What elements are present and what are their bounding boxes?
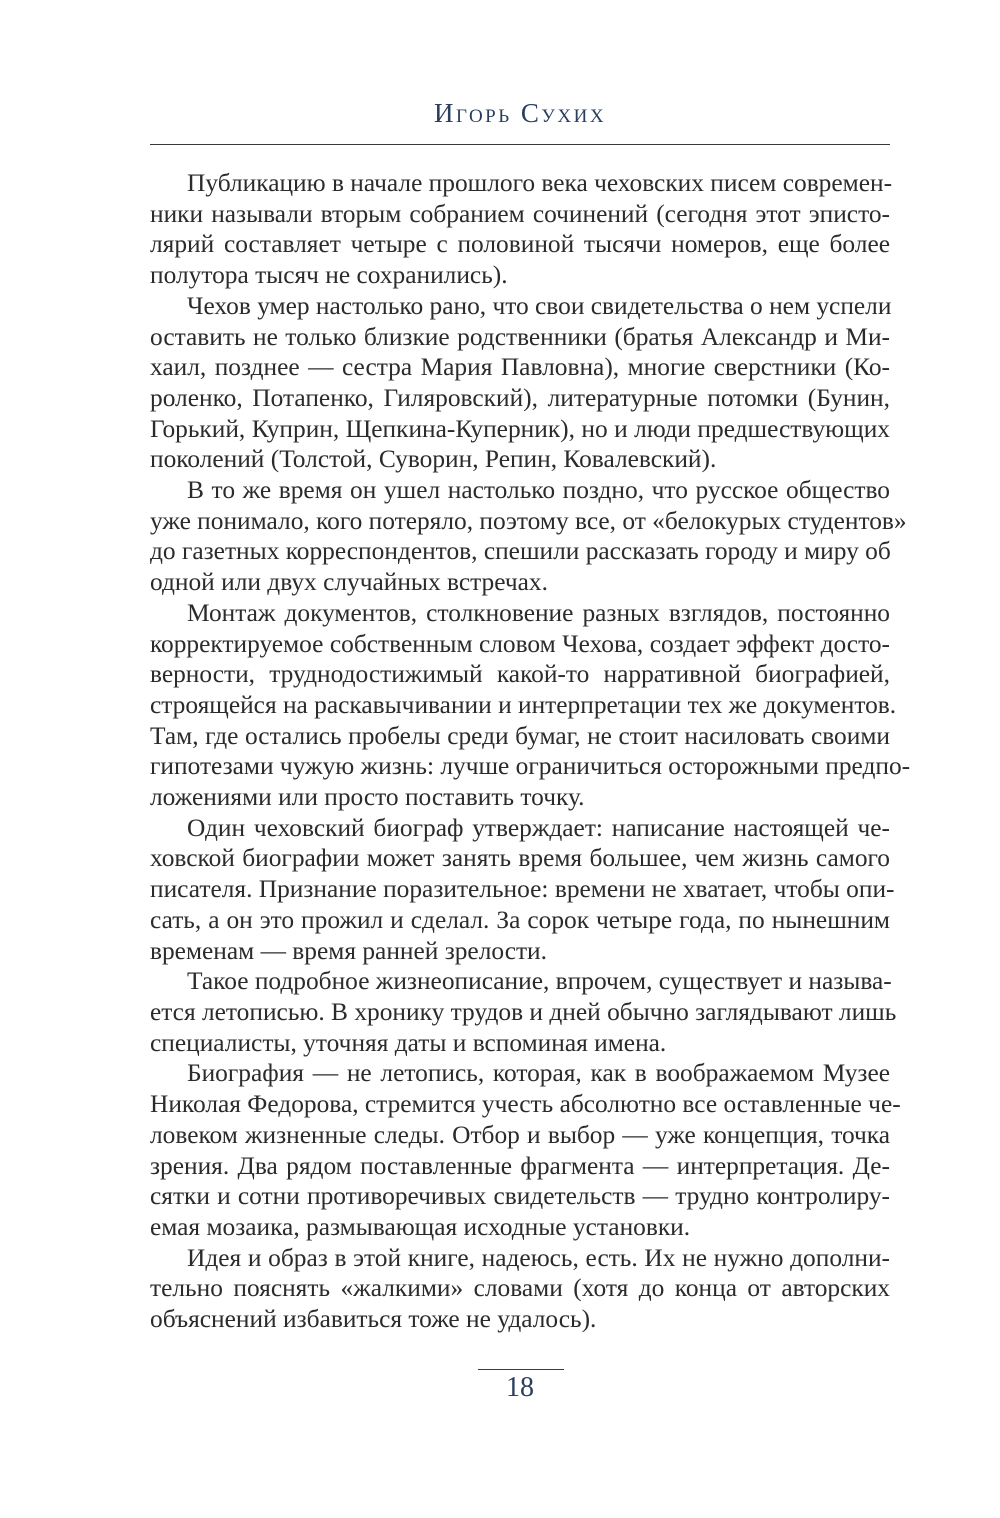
text-line: до газетных корреспондентов, спешили рассказать городу и миру об xyxy=(150,537,891,566)
text-line: хаил, позднее — сестра Мария Павловна), многие сверстники (Ко- xyxy=(150,353,890,382)
text-line: Там, где остались пробелы среди бумаг, не стоит насиловать своими xyxy=(150,721,890,750)
page-number: 18 xyxy=(506,1372,534,1403)
running-head-title: Игорь Сухих xyxy=(433,98,607,128)
text-line: корректируемое собственным словом Чехова, создает эффект досто- xyxy=(150,629,890,658)
text-line: объяснений избавиться тоже не удалось). xyxy=(150,1305,597,1334)
text-line: зрения. Два рядом поставленные фрагмента — интерпретация. Де- xyxy=(150,1151,890,1180)
text-line: уже понимало, кого потеряло, поэтому все, от «белокурых студентов» xyxy=(150,506,907,535)
text-line: ховской биографии может занять время большее, чем жизнь самого xyxy=(150,844,890,873)
text-line: одной или двух случайных встречах. xyxy=(150,568,548,597)
text-line: строящейся на раскавычивании и интерпретации тех же документов. xyxy=(150,690,897,719)
text-line: Монтаж документов, столкновение разных взглядов, постоянно xyxy=(187,598,890,627)
footer-rule xyxy=(478,1369,564,1370)
text-line: гипотезами чужую жизнь: лучше ограничиться осторожными предпо- xyxy=(150,752,911,781)
text-line: ники называли вторым собранием сочинений (сегодня этот эписто- xyxy=(150,199,890,228)
paragraph xyxy=(150,813,895,967)
paragraph xyxy=(150,1058,901,1242)
text-line: специалисты, уточняя даты и вспоминая имена. xyxy=(150,1028,667,1057)
text-line: Идея и образ в этой книге, надеюсь, есть. Их не нужно дополни- xyxy=(187,1243,890,1272)
header-rule xyxy=(150,144,890,145)
text-line: оставить не только близкие родственники (братья Александр и Ми- xyxy=(150,322,890,351)
text-line: Николая Федорова, стремится учесть абсолютно все оставленные че- xyxy=(150,1090,901,1119)
paragraph xyxy=(150,966,897,1058)
text-line: Публикацию в начале прошлого века чеховских писем современ- xyxy=(187,169,893,197)
text-line: Горький, Куприн, Щепкина-Куперник), но и люди предшествующих xyxy=(150,414,890,443)
text-line: полутора тысяч не сохранились). xyxy=(150,261,508,290)
paragraph xyxy=(150,475,907,598)
paragraph xyxy=(150,598,911,813)
text-line: Биография — не летопись, которая, как в воображаемом Музее xyxy=(187,1059,890,1088)
text-line: ловеком жизненные следы. Отбор и выбор — уже концепция, точка xyxy=(150,1120,890,1149)
text-line: верности, труднодостижимый какой-то нарративной биографией, xyxy=(150,660,890,689)
paragraph xyxy=(150,291,890,475)
text-line: Один чеховский биограф утверждает: написание настоящей че- xyxy=(187,813,890,842)
text-line: временам — время ранней зрелости. xyxy=(150,936,547,965)
paragraph xyxy=(150,168,893,291)
text-line: роленко, Потапенко, Гиляровский), литературные потомки (Бунин, xyxy=(150,383,890,412)
text-line: сать, а он это прожил и сделал. За сорок четыре года, по нынешним xyxy=(150,905,890,934)
text-line: сятки и сотни противоречивых свидетельств — трудно контролиру- xyxy=(150,1182,890,1211)
text-line: писателя. Признание поразительное: времени не хватает, чтобы опи- xyxy=(150,875,895,904)
paragraph xyxy=(150,1243,890,1335)
text-line: Чехов умер настолько рано, что свои свидетельства о нем успели xyxy=(187,291,892,320)
text-line: ется летописью. В хронику трудов и дней обычно заглядывают лишь xyxy=(150,997,897,1026)
text-line: поколений (Толстой, Суворин, Репин, Ковалевский). xyxy=(150,445,717,474)
text-line: ложениями или просто поставить точку. xyxy=(150,783,585,812)
text-line: емая мозаика, размывающая исходные установки. xyxy=(150,1212,691,1241)
text-line: тельно пояснять «жалкими» словами (хотя до конца от авторских xyxy=(150,1274,890,1303)
text-line: В то же время он ушел настолько поздно, что русское общество xyxy=(187,476,890,505)
body-text xyxy=(150,168,911,1335)
text-line: Такое подробное жизнеописание, впрочем, существует и называ- xyxy=(187,967,892,996)
text-line: лярий составляет четыре с половиной тысячи номеров, еще более xyxy=(150,230,890,259)
